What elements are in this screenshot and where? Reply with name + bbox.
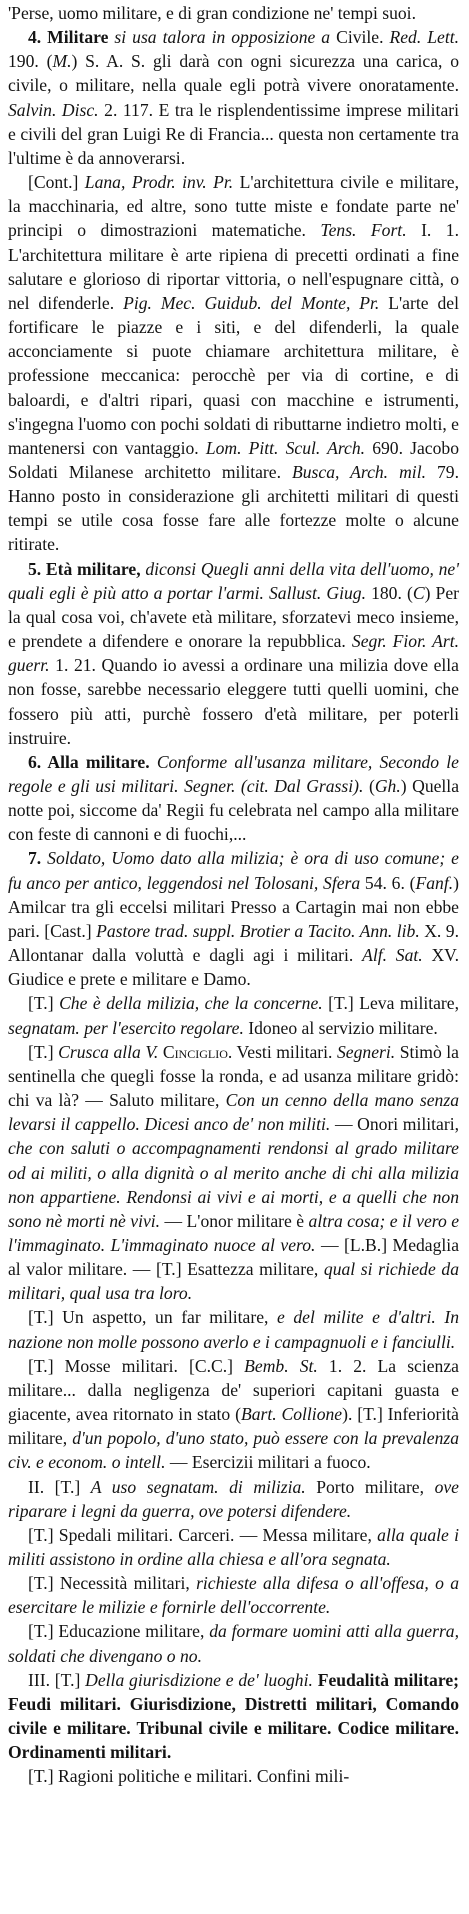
entry-paragraph: [T.] Un aspetto, un far militare, e del milite e d'altri. In nazione non molle possono averlo e i campagnuoli e i fanciulli.: [8, 1307, 459, 1352]
entry-paragraph: 5. Età militare, diconsi Quegli anni della vita dell'uomo, ne' quali egli è più atto a portar l'armi. Sallust. Giug. 180. (C) Per la qual cosa voi, ch'avete età militare, sforzatevi meco insieme, e prendete a difendere e onorare la repubblica. Segr. Fior. Art. guerr. 1. 21. Quando io avessi a ordinare una milizia dove ella non fosse, sarebbe necessario eleggere tutti quelli uomini, che fossero più atti, purchè fossero d'età militare, per poterli instruire.: [8, 558, 459, 748]
entry-paragraph: [T.] Educazione militare, da formare uomini atti alla guerra, soldati che divengano o no.: [8, 1621, 459, 1666]
entry-paragraph: [Cont.] Lana, Prodr. inv. Pr. L'architettura civile e militare, la macchinaria, ed altre, sono tutte miste e fondate parte ne' principi o dimostrazioni matematiche. Tens. Fort. I. 1. L'architettura militare è arte ripiena di precetti ordinati a fine salutare e glorioso di riportar vittoria, o nell'espugnare città, o nel difenderle. Pig. Mec. Guidub. del Monte, Pr. L'arte del fortificare le piazze e i siti, e del difenderli, la quale acconciamente si puote chiamare architettura militare, è professione meccanica: perocchè per via di cortine, e di baloardi, e d'altri ripari, quasi con macchine e istrumenti, s'ingegna l'uomo con pochi soldati di ributtarne indietro molti, e mantenersi con vantaggio. Lom. Pitt. Scul. Arch. 690. Jacobo Soldati Milanese architetto militare. Busca, Arch. mil. 79. Hanno posto in considerazione gli architetti militari di questi tempi se utile cosa fosse fare alle fortezze molte o alcune ritirate.: [8, 172, 460, 555]
entry-paragraph: II. [T.] A uso segnatam. di milizia. Porto militare, ove riparare i legni da guerra, ove potersi difendere.: [8, 1476, 459, 1521]
entry-paragraph: [T.] Spedali militari. Carceri. — Messa militare, alla quale i militi assistono in ordine alla chiesa e all'ora segnata.: [8, 1524, 459, 1569]
entry-paragraph: 4. Militare si usa talora in opposizione a Civile. Red. Lett. 190. (M.) S. A. S. gli darà con ogni sicurezza una carica, o civile, o militare, nella quale egli potrà vivere onoratamente. Salvin. Disc. 2. 117. E tra le risplendentissime imprese militari e civili del gran Luigi Re di Francia... questa non certamente tra l'ultime è da annoverarsi.: [8, 27, 460, 168]
entry-paragraph: [T.] Mosse militari. [C.C.] Bemb. St. 1. 2. La scienza militare... dalla negligenza de' superiori capitani guasta e giacente, avea ritornato in stato (Bart. Collione). [T.] Inferiorità militare, d'un popolo, d'uno stato, può essere con la prevalenza civ. e econom. o intell. — Esercizii militari a fuoco.: [8, 1355, 460, 1473]
entry-paragraph: 6. Alla militare. Conforme all'usanza militare, Secondo le regole e gli usi militari. Segner. (cit. Dal Grassi). (Gh.) Quella notte poi, siccome da' Regii fu celebrata nel campo alla militare con feste di cannoni e di fuochi,...: [8, 751, 460, 845]
entry-paragraph: [T.] Che è della milizia, che la concerne. [T.] Leva militare, segnatam. per l'esercito regolare. Idoneo al servizio militare.: [8, 993, 459, 1038]
entry-paragraph: [T.] Ragioni politiche e militari. Confini mili-: [28, 1766, 350, 1787]
entry-paragraph: 'Perse, uomo militare, e di gran condizione ne' tempi suoi.: [8, 3, 416, 23]
entry-paragraph: [T.] Necessità militari, richieste alla difesa o all'offesa, o a esercitare le milizie e fornirle dell'occorrente.: [8, 1573, 459, 1618]
entry-paragraph: [T.] Crusca alla V. Cinciglio. Vesti militari. Segneri. Stimò la sentinella che quegli fosse la ronda, e ad usanza militare gridò: chi va là? — Saluto militare, Con un cenno della mano senza levarsi il cappello. Dicesi anco de' non militi. — Onori militari, che con saluti o accompagnamenti rendonsi al grado militare od ai militi, o alla dignità o al merito anche di chi alla milizia non appartiene. Rendonsi ai vivi e ai morti, e a quelli che non sono nè morti nè vivi. — L'onor militare è altra cosa; e il vero e l'immaginato. L'immaginato nuoce al vero. — [L.B.] Medaglia al valor militare. — [T.] Esattezza militare, qual si richiede da militari, qual usa tra loro.: [8, 1041, 460, 1304]
entry-paragraph: 7. Soldato, Uomo dato alla milizia; è ora di uso comune; e fu anco per antico, leggendosi nel Tolosani, Sfera 54. 6. (Fanf.) Amilcar tra gli eccelsi militari Presso a Cartagin mai non ebbe pari. [Cast.] Pastore trad. suppl. Brotier a Tacito. Ann. lib. X. 9. Allontanar dalla voluttà e dagli agi i militari. Alf. Sat. XV. Giudice e prete e militare e Damo.: [8, 848, 460, 990]
entry-paragraph: III. [T.] Della giurisdizione e de' luoghi. Feudalità militare; Feudi militari. Giurisdizione, Distretti militari, Comando civile e militare. Tribunal civile e militare. Codice militare. Ordinamenti militari.: [8, 1669, 459, 1763]
